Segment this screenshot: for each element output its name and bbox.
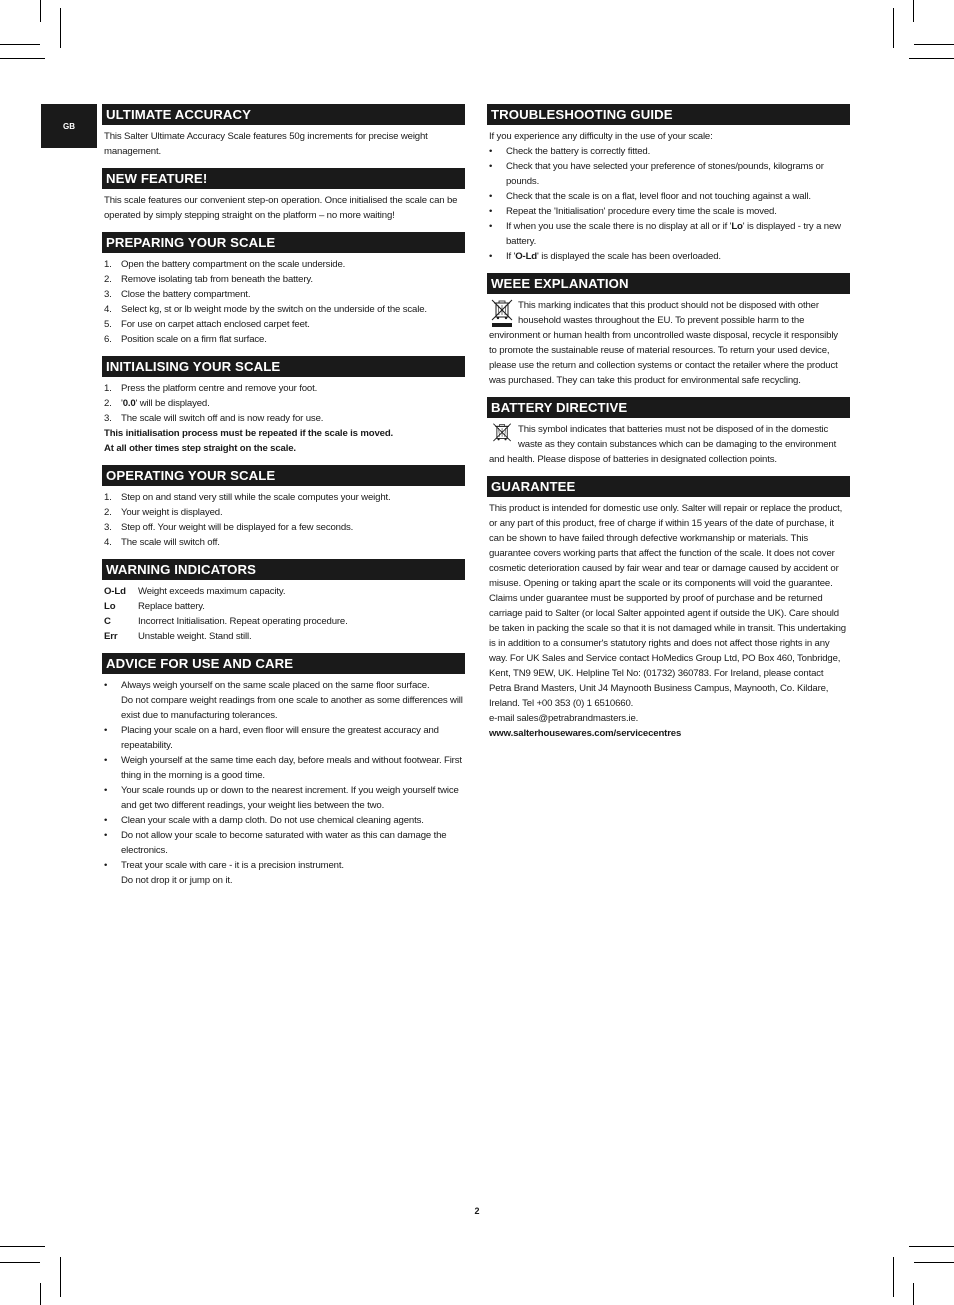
advice-section	[102, 653, 465, 888]
left-column	[102, 104, 465, 897]
initialising-section	[102, 356, 465, 456]
crop-mark	[913, 1283, 914, 1305]
weee-section	[487, 273, 850, 388]
crop-mark	[0, 44, 40, 45]
list-item: • If 'O-Ld' is displayed the scale has been overloaded.	[489, 251, 721, 262]
section-title: OPERATING YOUR SCALE	[102, 465, 465, 486]
ultimate-accuracy-section	[102, 104, 465, 159]
list-item: Err Unstable weight. Stand still.	[104, 631, 252, 642]
warning-section	[102, 559, 465, 644]
operating-section	[102, 465, 465, 550]
troubleshooting-section	[487, 104, 850, 264]
warning-list	[102, 584, 465, 644]
section-title: INITIALISING YOUR SCALE	[102, 356, 465, 377]
list-item: 4. The scale will switch off.	[104, 537, 220, 548]
initialising-note: This initialisation process must be repeated if the scale is moved.	[104, 428, 394, 439]
guarantee-email: e-mail sales@petrabrandmasters.ie.	[489, 713, 639, 724]
guarantee-website-link[interactable]: www.salterhousewares.com/servicecentres	[489, 728, 682, 739]
list-item: • Placing your scale on a hard, even floor will ensure the greatest accuracy and repeatability.	[104, 725, 439, 751]
initialising-note: At all other times step straight on the scale.	[104, 443, 296, 454]
section-title: NEW FEATURE!	[102, 168, 465, 189]
list-item: • Check that the scale is on a flat, level floor and not touching against a wall.	[489, 191, 811, 202]
section-body: This scale features our convenient step-on operation. Once initialised the scale can be operated by simply stepping straight on the platform – no more waiting!	[104, 195, 458, 221]
crop-mark	[913, 0, 914, 22]
initialising-steps	[102, 381, 465, 426]
new-feature-section	[102, 168, 465, 223]
crossed-bin-icon	[489, 298, 516, 328]
troubleshooting-list	[487, 144, 850, 264]
crop-mark	[0, 58, 45, 59]
list-item: 3. Step off. Your weight will be displayed for a few seconds.	[104, 522, 354, 533]
list-item: 4. Select kg, st or lb weight mode by the switch on the underside of the scale.	[104, 304, 427, 315]
list-item: • Weigh yourself at the same time each day, before meals and without footwear. First thing in the morning is a good time.	[104, 755, 462, 781]
crop-mark	[40, 0, 41, 22]
crop-mark	[0, 1246, 45, 1247]
list-item: • Repeat the 'Initialisation' procedure every time the scale is moved.	[489, 206, 777, 217]
page-number: 2	[474, 1206, 480, 1216]
preparing-steps	[102, 257, 465, 347]
list-item: 3. Close the battery compartment.	[104, 289, 251, 300]
right-column	[487, 104, 850, 750]
list-item: 6. Position scale on a firm flat surface.	[104, 334, 267, 345]
list-item: • Your scale rounds up or down to the nearest increment. If you weigh yourself twice and get two different readings, your weight lies between the two.	[104, 785, 459, 811]
list-item: • Always weigh yourself on the same scale placed on the same floor surface. Do not compare weight readings from one scale to another as some differences will exist due to manufacturing tolerances.	[104, 680, 463, 721]
list-item: • Check that you have selected your preference of stones/pounds, kilograms or pounds.	[489, 161, 824, 187]
list-item: 3. The scale will switch off and is now ready for use.	[104, 413, 324, 424]
crop-mark	[60, 8, 61, 48]
section-body: This product is intended for domestic use only. Salter will repair or replace the product, or any part of this product, free of charge if within 15 years of the date of purchase, it can be shown to have failed through defective workmanship or materials. This guarantee covers working parts that affect the function of the scale. It does not cover cosmetic deterioration caused by fair wear and tear or damage caused by accident or misuse. Opening or taking apart the scale or its components will void the guarantee. Claims under guarantee must be supported by proof of purchase and be returned carriage paid to Salter (or local Salter appointed agent if outside the UK). Care should be taken in packing the scale so that it is not damaged while in transit. This undertaking is in addition to a consumer's statutory rights and does not affect those rights in any way. For UK Sales and Service contact HoMedics Group Ltd, PO Box 460, Tonbridge, Kent, TN9 9EW, UK. Helpline Tel No: (01732) 360783. For Ireland, please contact Petra Brand Masters, Unit J4 Maynooth Business Campus, Maynooth, Co. Kildare, Ireland. Tel +00 353 (0) 1 6510660.	[489, 503, 846, 709]
list-item: C Incorrect Initialisation. Repeat operating procedure.	[104, 616, 348, 627]
list-item: • Treat your scale with care - it is a precision instrument. Do not drop it or jump on it.	[104, 860, 344, 886]
section-title: BATTERY DIRECTIVE	[487, 397, 850, 418]
guarantee-section	[487, 476, 850, 741]
section-title: ULTIMATE ACCURACY	[102, 104, 465, 125]
list-item: 2. Remove isolating tab from beneath the battery.	[104, 274, 313, 285]
list-item: 1. Open the battery compartment on the scale underside.	[104, 259, 346, 270]
section-title: ADVICE FOR USE AND CARE	[102, 653, 465, 674]
list-item: • If when you use the scale there is no display at all or if 'Lo' is displayed - try a new battery.	[489, 221, 841, 247]
crossed-bin-icon	[489, 422, 516, 448]
crop-mark	[40, 1283, 41, 1305]
preparing-section	[102, 232, 465, 347]
language-tab: GB	[41, 104, 97, 148]
crop-mark	[60, 1257, 61, 1297]
list-item: O-Ld Weight exceeds maximum capacity.	[104, 586, 286, 597]
crop-mark	[893, 1257, 894, 1297]
section-body: This Salter Ultimate Accuracy Scale features 50g increments for precise weight management.	[104, 131, 428, 157]
operating-steps	[102, 490, 465, 550]
list-item: 1. Press the platform centre and remove your foot.	[104, 383, 318, 394]
section-title: PREPARING YOUR SCALE	[102, 232, 465, 253]
crop-mark	[914, 1262, 954, 1263]
crop-mark	[909, 1246, 954, 1247]
list-item: 5. For use on carpet attach enclosed carpet feet.	[104, 319, 310, 330]
list-item: • Check the battery is correctly fitted.	[489, 146, 651, 157]
list-item: Lo Replace battery.	[104, 601, 205, 612]
section-title: GUARANTEE	[487, 476, 850, 497]
crop-mark	[914, 44, 954, 45]
list-item: • Do not allow your scale to become saturated with water as this can damage the electronics.	[104, 830, 447, 856]
section-title: TROUBLESHOOTING GUIDE	[487, 104, 850, 125]
crop-mark	[0, 1262, 40, 1263]
battery-section	[487, 397, 850, 467]
section-title: WARNING INDICATORS	[102, 559, 465, 580]
crop-mark	[909, 58, 954, 59]
crop-mark	[893, 8, 894, 48]
list-item: 2. '0.0' will be displayed.	[104, 398, 210, 409]
section-body: This symbol indicates that batteries must not be disposed of in the domestic waste as they contain substances which can be damaging to the environment and health. Please dispose of batteries in designated collection points.	[489, 424, 837, 465]
list-item: 2. Your weight is displayed.	[104, 507, 223, 518]
advice-list	[102, 678, 465, 888]
section-body: This marking indicates that this product should not be disposed with other household wastes throughout the EU. To prevent possible harm to the environment or human health from uncontrolled waste disposal, recycle it responsibly to promote the sustainable reuse of material resources. To return your used device, please use the return and collection systems or contact the retailer where the product was purchased. They can take this product for environmental safe recycling.	[489, 300, 838, 386]
troubleshooting-intro: If you experience any difficulty in the use of your scale:	[489, 131, 713, 142]
list-item: 1. Step on and stand very still while the scale computes your weight.	[104, 492, 391, 503]
section-title: WEEE EXPLANATION	[487, 273, 850, 294]
list-item: • Clean your scale with a damp cloth. Do not use chemical cleaning agents.	[104, 815, 424, 826]
